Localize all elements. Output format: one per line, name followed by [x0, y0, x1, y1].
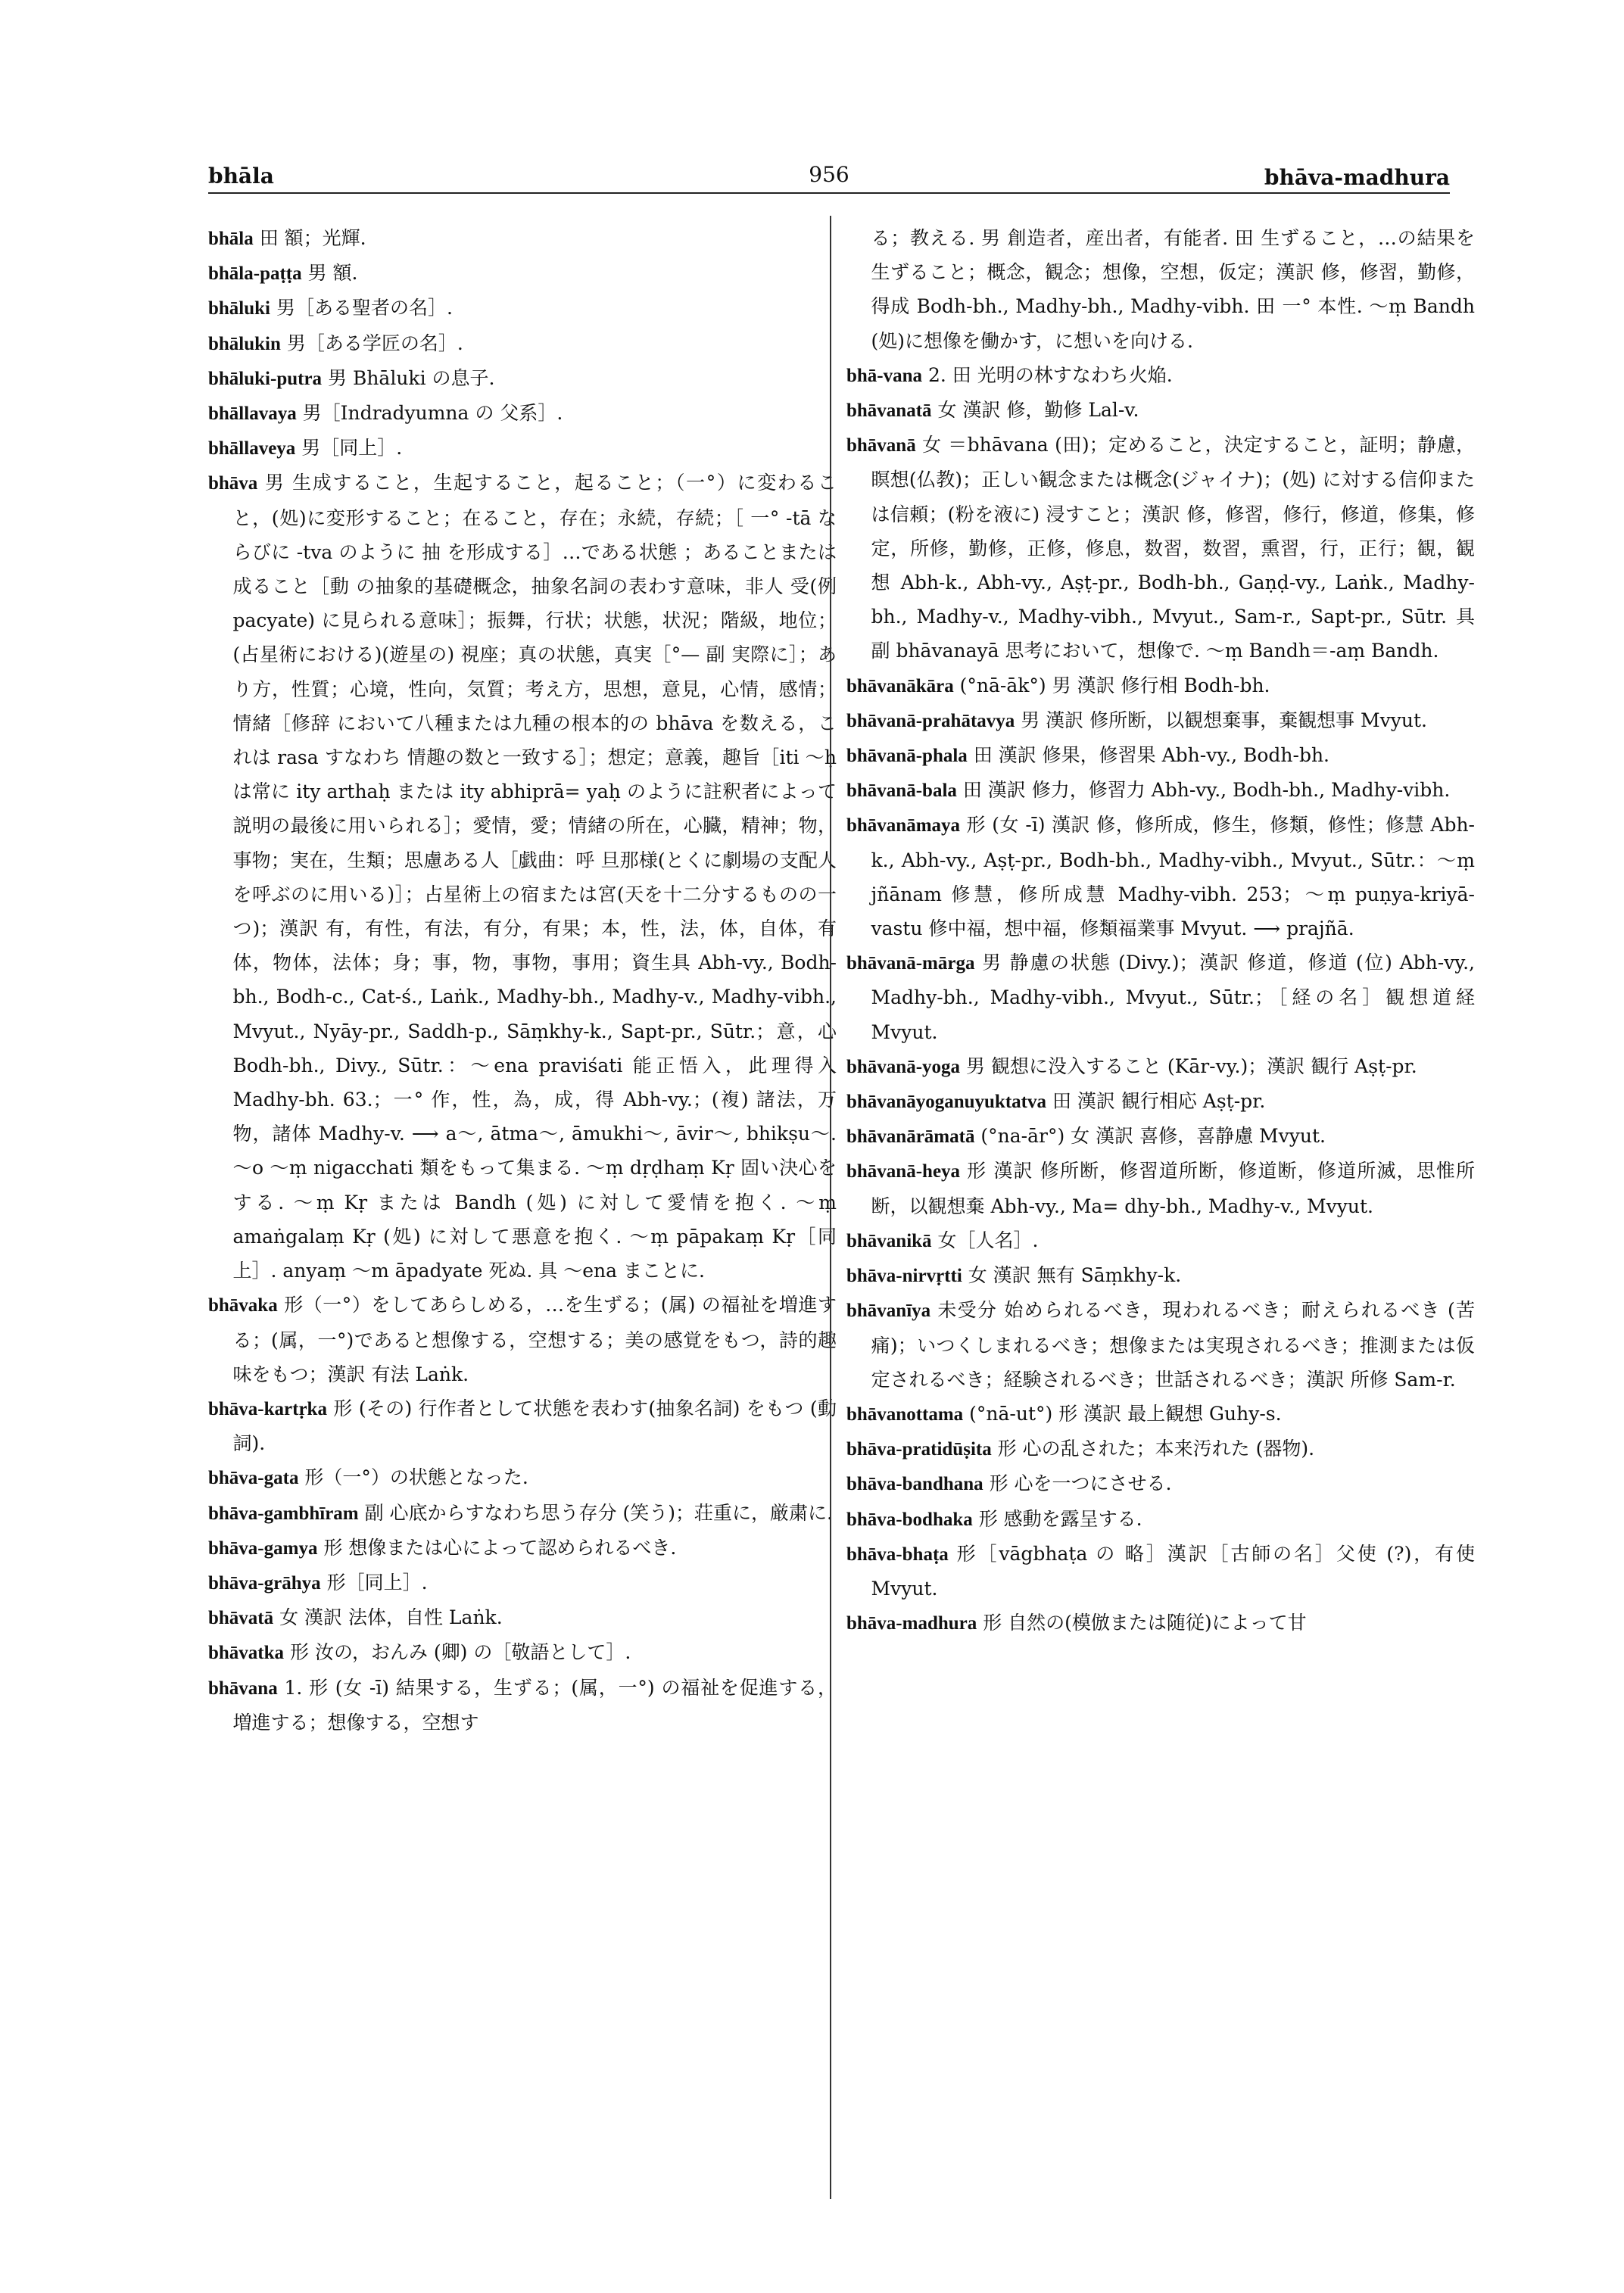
entry-definition: 形［vāgbhaṭa の 略］漢訳［古師の名］父使 (?)，有使 Mvyut. [871, 1542, 1475, 1600]
entry-headword: bhāva-grāhya [208, 1572, 321, 1594]
entry-definition: 女 漢訳 修，勤修 Lal-v. [937, 399, 1139, 422]
entry-definition: 女 漢訳 法体，自性 Laṅk. [279, 1606, 503, 1629]
entry-definition: 田 額；光輝. [259, 227, 366, 249]
entry-headword: bhāva-madhura [846, 1613, 977, 1634]
entry-definition: 女［人名］. [937, 1229, 1039, 1251]
entry-definition: 田 漢訳 修力，修習力 Abh-vy., Bodh-bh., Madhy-vibh. [962, 779, 1451, 802]
entry-definition: 2. 田 光明の林すなわち火焔. [928, 363, 1173, 386]
entry-headword: bhāva-bodhaka [846, 1509, 973, 1530]
entry-definition: 形 (女 -ī) 漢訳 修，修所成，修生，修類，修性；修慧 Abh-k., Abh-vy., Aṣṭ-pr., Bodh-bh., Madhy-vibh., Mvyut., Sūtr.：～ṃ jñānam 修慧，修所成慧 Madhy-vibh. 253；～ṃ puṇya-kriyā-vastu 修中福，想中福，修類福業事 Mvyut. ⟶ prajñā. [871, 814, 1475, 940]
entry-headword: bhāvanā [846, 435, 916, 456]
entry-headword: bhāvanā-mārga [846, 953, 975, 974]
entry-headword: bhāvaka [208, 1295, 278, 1316]
dictionary-entry [846, 1466, 1475, 1501]
dictionary-entry [208, 221, 837, 256]
entry-headword: bhāva-pratidūṣita [846, 1439, 992, 1460]
entry-definition: 形 漢訳 修所断，修習道所断，修道断，修道所滅，思惟所断，以観想棄 Abh-vy., Ma= dhy-bh., Madhy-v., Mvyut. [871, 1160, 1475, 1217]
dictionary-entry [208, 1635, 837, 1670]
entry-headword: bhāva-gata [208, 1468, 299, 1489]
entry-definition: 形（一°）をしてあらしめる，…を生ずる；(属) の福祉を増進する；(属，一°)であると想像する，空想する；美の感覚をもつ，詩的趣味をもつ；漢訳 有法 Laṅk. [232, 1294, 837, 1385]
dictionary-entry [208, 256, 837, 291]
entry-headword: bhāvanā-phala [846, 746, 968, 767]
entry-headword: bhāva-gambhīram [208, 1503, 359, 1524]
entry-definition: 形 (その) 行作者として状態を表わす(抽象名詞) をもつ (動詞). [232, 1397, 837, 1455]
entry-definition: 形 想像または心によって認められるべき. [323, 1536, 677, 1559]
dictionary-entry [208, 466, 837, 1288]
dictionary-entry [846, 1606, 1475, 1640]
dictionary-entry [846, 393, 1475, 428]
entry-definition: 男［同上］. [301, 437, 403, 460]
entry-definition: 形 汝の，おんみ (卿) の［敬語として］. [290, 1641, 631, 1664]
dictionary-entry [846, 1223, 1475, 1258]
entry-headword: bhāvanāmaya [846, 815, 961, 837]
entry-definition: 形 感動を露呈する. [978, 1507, 1142, 1530]
entry-headword: bhāva [208, 473, 258, 494]
entry-definition: 男 静慮の状態 (Divy.)；漢訳 修道，修道 (位) Abh-vy., Madhy-bh., Madhy-vibh., Mvyut., Sūtr.；［経の名］観想道経 Mvyut. [871, 952, 1475, 1043]
header-left-guideword: bhāla [208, 164, 274, 188]
entry-headword: bhāvanāyoganuyuktatva [846, 1092, 1046, 1113]
dictionary-entry [208, 431, 837, 466]
entry-definition: (°nā-ut°) 形 漢訳 最上観想 Guhy-s. [969, 1402, 1282, 1425]
entry-headword: bhāvanikā [846, 1230, 932, 1251]
dictionary-entry [208, 1600, 837, 1635]
entry-headword: bhāva-bhaṭa [846, 1544, 949, 1565]
dictionary-entry [846, 221, 1475, 358]
entry-headword: bhāllavaya [208, 403, 297, 425]
dictionary-entry [208, 1288, 837, 1391]
column-divider [830, 216, 831, 2199]
dictionary-entry [846, 773, 1475, 808]
entry-definition: 男 生成すること，生起すること，起ること；（一°）に変わること，(処)に変形すること；在ること，存在；永続，存続；［ 一° -tā ならびに -tva のように 抽 を形成する］…である状態 ；あることまたは成ること［動 の抽象的基礎概念，抽象名詞の表わす意味，非人 受(例 pacyate) に見られる意味］；振舞，行状；状態，状況；階級，地位；(占星術における)(遊星の) 視座；真の状態，真実［°— 副 実際に］；あり方，性質；心境，性向，気質；考え方，思想，意見，心情，感情；情緒［修辞 において八種または九種の根本的の bhāva を数える，これは rasa すなわち 情趣の数と一致する］；想定；意義，趣旨［iti ～ḥ は常に ity arthaḥ または ity abhiprā= yaḥ のように註釈者によって説明の最後に用いられる］；愛情，愛；情緒の所在，心臓，精神；物，事物；実在，生類；思慮ある人［戯曲：呼 旦那様(とくに劇場の支配人を呼ぶのに用いる)］；占星術上の宿または宮(天を十二分するものの一つ)；漢訳 有，有性，有法，有分，有果；本，性，法，体，自体，有体，物体，法体；身；事，物，事物，事用；資生具 Abh-vy., Bodh-bh., Bodh-c., Cat-ś., Laṅk., Madhy-bh., Madhy-v., Madhy-vibh., Mvyut., Nyāy-pr., Saddh-p., Sāṃkhy-k., Sapt-pr., Sūtr.；意，心 Bodh-bh., Divy., Sūtr.：～ena praviśati 能正悟入，此理得入 Madhy-bh. 63.；一° 作，性，為，成，得 Abh-vy.；(複) 諸法，万物，諸体 Madhy-v. ⟶ a～, ātma～, āmukhi～, āvir～, bhikṣu～. ～o ～ṃ nigacchati 類をもって集まる. ～ṃ dṛḍhaṃ Kṛ 固い決心をする. ～ṃ Kṛ または Bandh (処) に対して愛情を抱く. ～ṃ amaṅgalaṃ Kṛ (処) に対して悪意を抱く. ～ṃ pāpakaṃ Kṛ［同上］. anyaṃ ～m āpadyate 死ぬ. 具 ～ena まことに. [232, 472, 837, 1282]
entry-headword: bhāva-kartṛka [208, 1398, 327, 1419]
dictionary-entry [208, 1531, 837, 1566]
entry-definition: 田 漢訳 修果，修習果 Abh-vy., Bodh-bh. [973, 744, 1329, 767]
entry-definition: 形 心を一つにさせる. [989, 1472, 1172, 1495]
entry-headword: bhāvanottama [846, 1404, 964, 1425]
dictionary-entry [846, 738, 1475, 773]
dictionary-entry [846, 703, 1475, 738]
entry-headword: bhāvana [208, 1678, 278, 1699]
dictionary-entry [208, 1460, 837, 1495]
entry-definition: 形［同上］. [326, 1571, 428, 1594]
entry-definition: 形 自然の(模倣または随従)によって甘 [983, 1612, 1307, 1634]
entry-headword: bhāvanā-bala [846, 780, 957, 802]
dictionary-entry [208, 1566, 837, 1600]
dictionary-entry [846, 1119, 1475, 1154]
left-column [208, 221, 837, 1740]
entry-headword: bhāvanārāmatā [846, 1126, 975, 1148]
entry-definition: (°na-ār°) 女 漢訳 喜修，喜静慮 Mvyut. [980, 1125, 1326, 1148]
entry-definition: る；教える. 男 創造者，産出者，有能者. 田 生ずること，…の結果を生ずること；概念，観念；想像，空想，仮定；漢訳 修，修習，勤修，得成 Bodh-bh., Madhy-bh., Madhy-vibh. 田 一° 本性. ～ṃ Bandh (処)に想像を働かす，に想いを向ける. [871, 227, 1475, 352]
dictionary-entry [846, 428, 1475, 668]
entry-definition: 副 心底からすなわち思う存分 (笑う)；荘重に，厳粛に. [364, 1501, 833, 1524]
header-right-guideword: bhāva-madhura [1264, 165, 1450, 190]
entry-definition: 男［Indradyumna の 父系］. [302, 402, 563, 425]
dictionary-entry [208, 1496, 837, 1531]
entry-headword: bhāvatka [208, 1643, 285, 1664]
dictionary-entry [846, 1537, 1475, 1606]
dictionary-entry [208, 396, 837, 431]
entry-headword: bhāva-bandhana [846, 1474, 983, 1495]
entry-headword: bhāvanākāra [846, 675, 954, 696]
entry-headword: bhāluki-putra [208, 368, 323, 389]
entry-definition: 女 漢訳 無有 Sāṃkhy-k. [968, 1264, 1182, 1287]
entry-headword: bhāvanā-heya [846, 1161, 961, 1182]
dictionary-entry [846, 1084, 1475, 1119]
dictionary-entry [846, 1258, 1475, 1293]
entry-headword: bhālukin [208, 333, 281, 354]
dictionary-entry [846, 1502, 1475, 1537]
entry-headword: bhāvatā [208, 1608, 274, 1629]
dictionary-entry [846, 668, 1475, 703]
dictionary-entry [208, 326, 837, 361]
entry-definition: 形 心の乱された；本来汚れた (器物). [997, 1438, 1315, 1460]
entry-definition: 男 額. [307, 262, 358, 285]
right-column [846, 221, 1475, 1640]
dictionary-entry [846, 1397, 1475, 1432]
dictionary-entry [208, 361, 837, 396]
dictionary-entry [846, 946, 1475, 1049]
entry-definition: 男 観想に没入すること (Kār-vy.)；漢訳 観行 Aṣṭ-pr. [966, 1055, 1417, 1077]
dictionary-entry [208, 1671, 837, 1740]
page-number: 956 [809, 162, 849, 187]
dictionary-entry [846, 1049, 1475, 1084]
entry-headword: bhāva-nirvṛtti [846, 1266, 962, 1287]
entry-headword: bhāla-paṭṭa [208, 263, 302, 285]
dictionary-entry [846, 358, 1475, 393]
header-rule [208, 192, 1450, 194]
dictionary-entry [846, 1154, 1475, 1223]
entry-headword: bhāvanatā [846, 400, 932, 422]
entry-headword: bhāllaveya [208, 438, 296, 460]
entry-headword: bhāla [208, 229, 254, 249]
entry-definition: 男 漢訳 修所断，以観想棄事，棄観想事 Mvyut. [1021, 709, 1428, 731]
entry-definition: 男［ある聖者の名］. [276, 297, 453, 319]
entry-headword: bhāva-gamya [208, 1537, 318, 1559]
entry-definition: 1. 形 (女 -ī) 結果する，生ずる；(属，一°) の福祉を促進する，増進する；想像する，空想す [232, 1676, 837, 1734]
entry-definition: 未受分 始められるべき，現われるべき；耐えられるべき (苦痛)；いつくしまれるべき；想像または実現されるべき；推測または仮定されるべき；経験されるべき；世話されるべき；漢訳 所修 Sam-r. [871, 1299, 1475, 1391]
entry-headword: bhāluki [208, 298, 271, 319]
entry-definition: 男 Bhāluki の息子. [328, 366, 495, 389]
entry-definition: (°nā-āk°) 男 漢訳 修行相 Bodh-bh. [959, 674, 1270, 696]
entry-definition: 形（一°）の状態となった. [304, 1466, 528, 1489]
entry-headword: bhāvanā-yoga [846, 1056, 961, 1077]
dictionary-entry [846, 1293, 1475, 1397]
page-header [208, 157, 1450, 197]
dictionary-entry [208, 291, 837, 326]
entry-definition: 男［ある学匠の名］. [286, 332, 463, 354]
dictionary-entry [846, 808, 1475, 946]
entry-headword: bhā-vana [846, 365, 923, 386]
entry-definition: 田 漢訳 観行相応 Aṣṭ-pr. [1052, 1090, 1266, 1113]
entry-definition: 女 ＝bhāvana (田)；定めること，決定すること，証明；静慮，瞑想(仏教)；正しい観念または概念(ジャイナ)；(処) に対する信仰または信頼；(粉を液に) 浸すこと；漢訳 修，修習，修行，修道，修集，修定，所修，勤修，正修，修息，数習，数習，熏習，行，正行；観，観想 Abh-k., Abh-vy., Aṣṭ-pr., Bodh-bh., Gaṇḍ-vy., Laṅk., Madhy-bh., Madhy-v., Madhy-vibh., Mvyut., Sam-r., Sapt-pr., Sūtr. 具 副 bhāvanayā 思考において，想像で. ～ṃ Bandh＝-aṃ Bandh. [871, 434, 1475, 662]
entry-headword: bhāvanīya [846, 1301, 931, 1322]
entry-headword: bhāvanā-prahātavya [846, 710, 1015, 731]
dictionary-entry [208, 1391, 837, 1460]
dictionary-entry [846, 1432, 1475, 1466]
